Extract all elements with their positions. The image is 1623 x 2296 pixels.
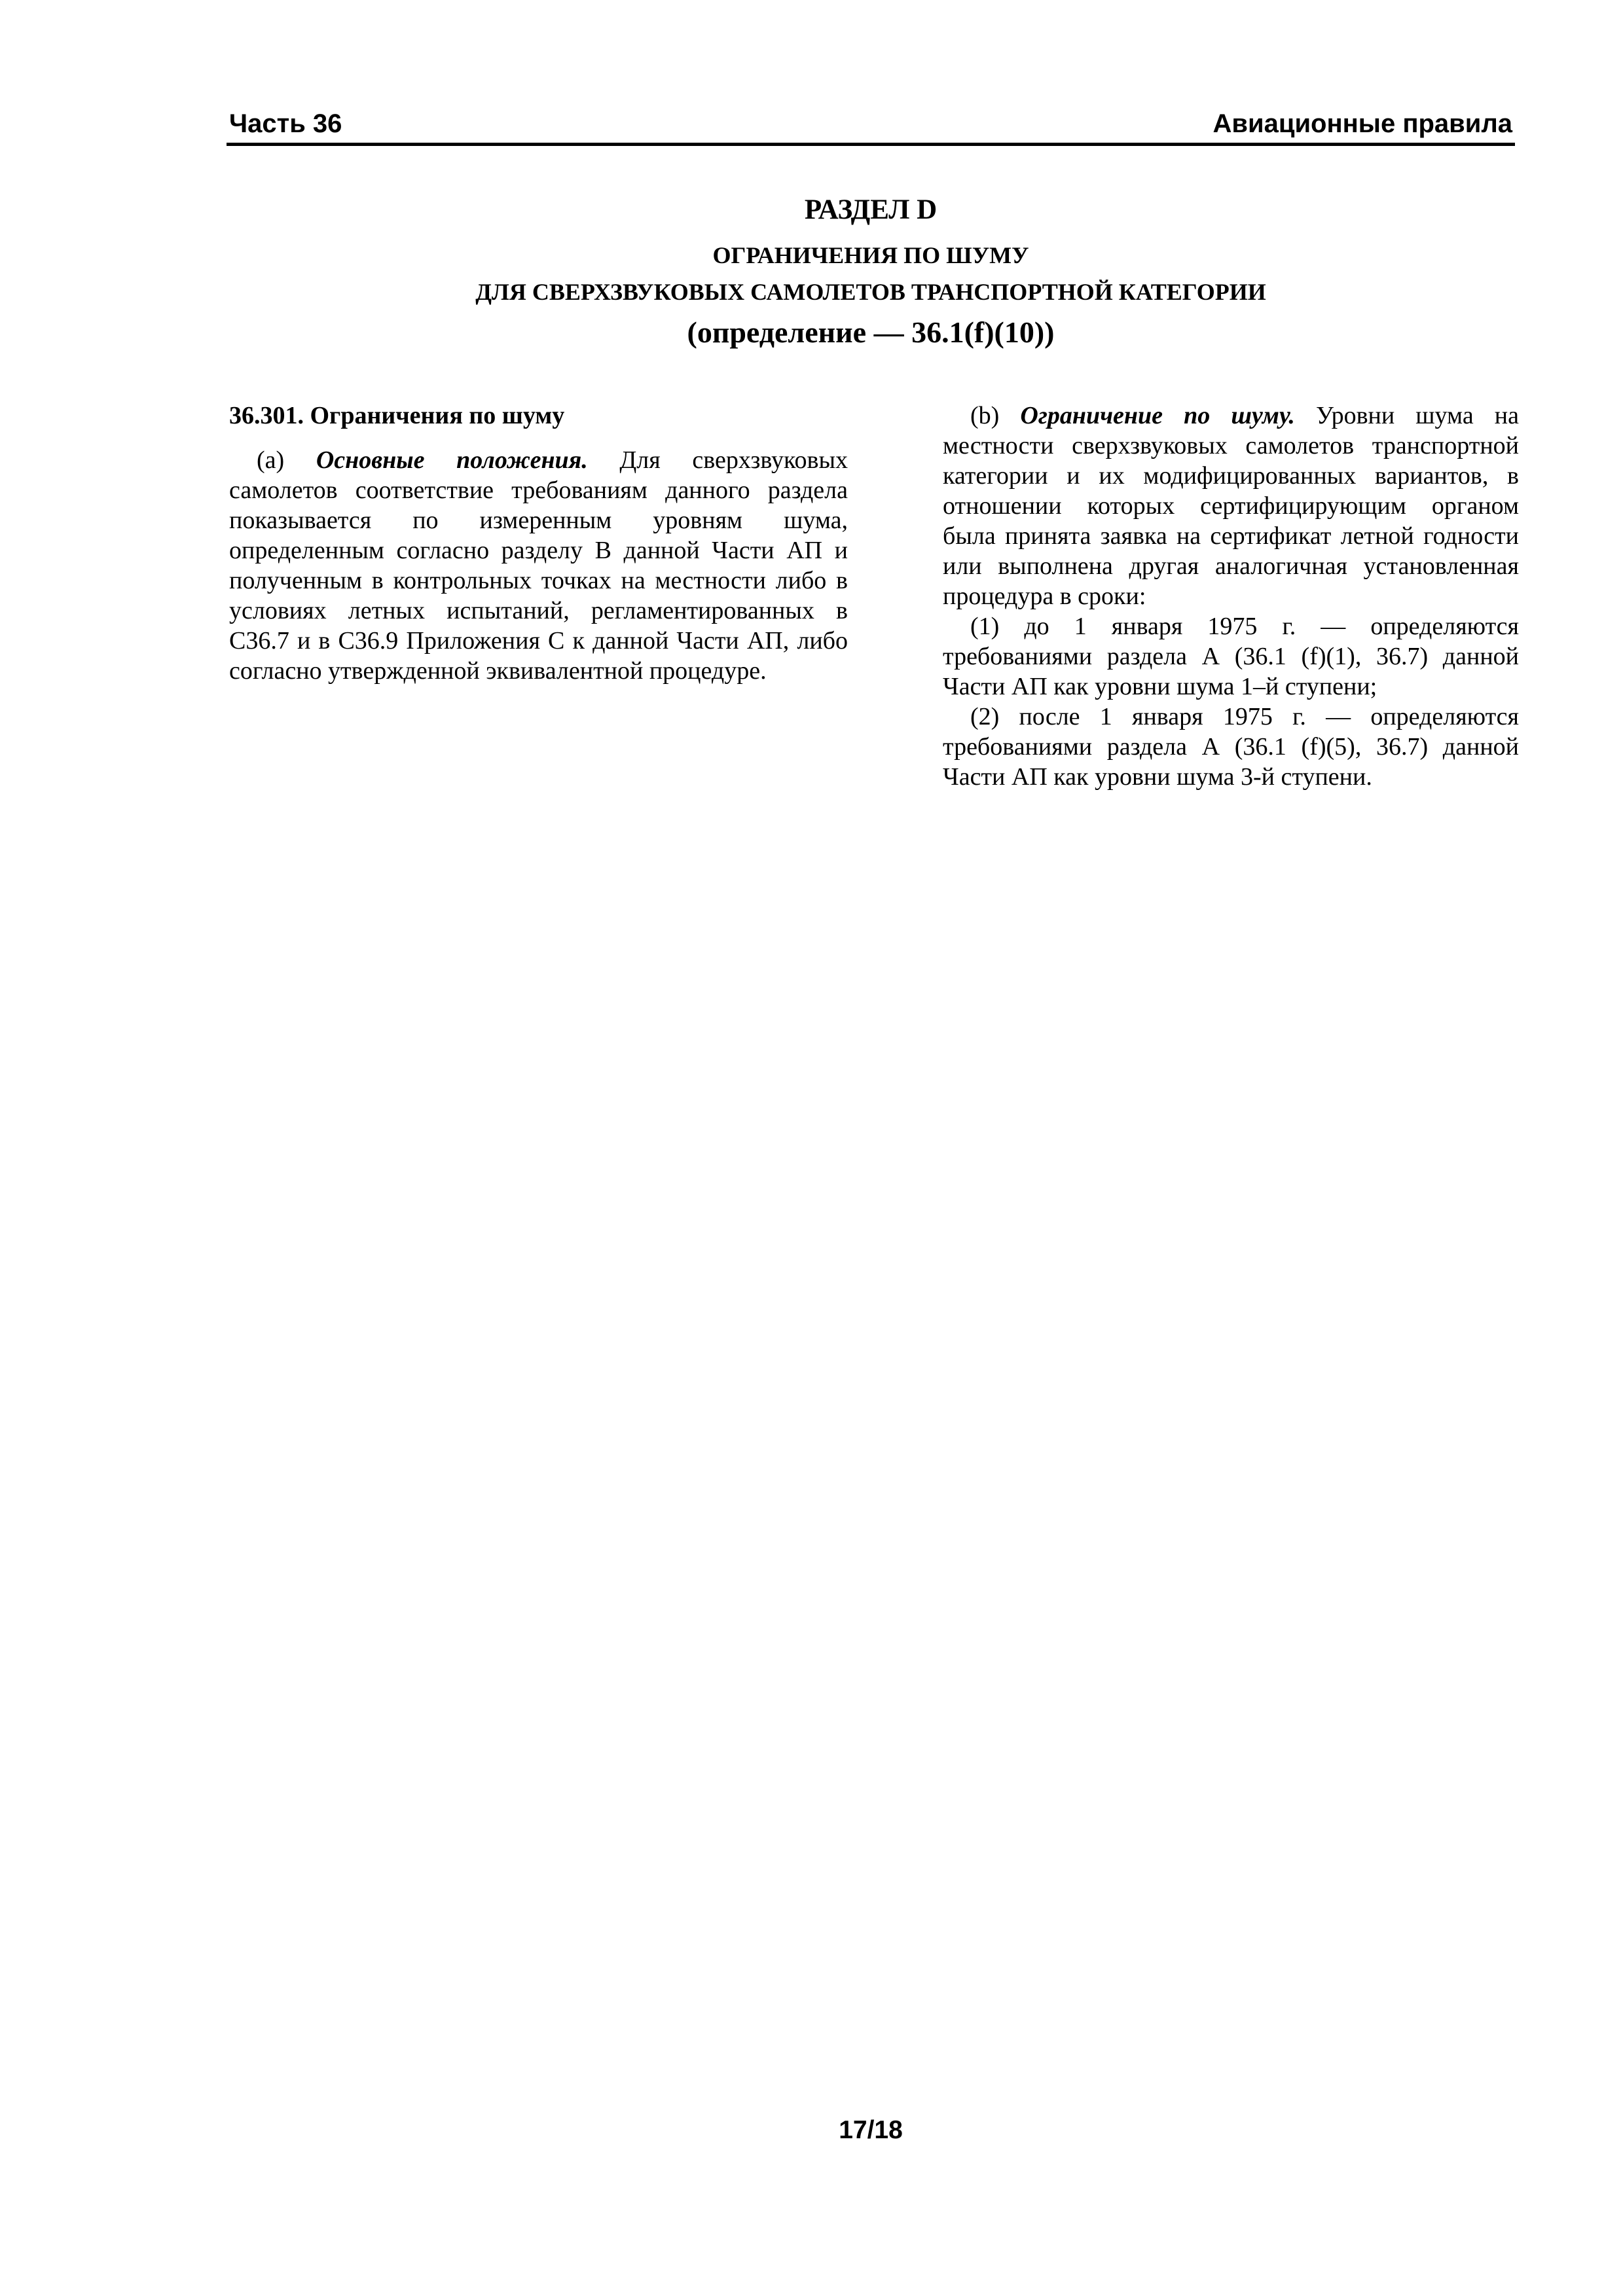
paragraph-b-text: Уровни шума на местности сверхзвуковых самолетов транспортной категории и их модифицированных вариантов, в отношении которых сертифицирующим органом была принята заявка на сертификат летной годности или выполнена другая аналогичная установленная процедура в сроки: <box>943 402 1519 610</box>
paragraph-a-text: Для сверхзвуковых самолетов соответствие требованиям данного раздела показывается по измеренным уровням шума, определенным согласно разделу В данной Части АП и полученным в контрольных точках на местности либо в условиях летных испытаний, регламентированных в С36.7 и в С36.9 Приложения С к данной Части АП, либо согласно утвержденной эквивалентной процедуре. <box>229 446 848 685</box>
clause-title: 36.301. Ограничения по шуму <box>229 402 565 429</box>
paragraph-a-heading: Основные положения. <box>316 446 588 474</box>
section-title-block <box>229 188 1512 353</box>
section-label: РАЗДЕЛ D <box>804 194 938 225</box>
section-title-line-1: ОГРАНИЧЕНИЯ ПО ШУМУ <box>712 242 1029 268</box>
paragraph-a <box>229 445 848 686</box>
left-column <box>229 401 848 686</box>
header-document-title: Авиационные правила <box>1213 109 1512 138</box>
paragraph-b-marker: (b) <box>970 402 1021 429</box>
page-number: 17/18 <box>839 2116 903 2144</box>
paragraph-b-heading: Ограничение по шуму. <box>1020 402 1295 429</box>
paragraph-b <box>943 401 1519 611</box>
running-header <box>229 103 1512 144</box>
right-column <box>943 401 1519 792</box>
header-rule <box>227 143 1515 146</box>
section-definition: (определение — 36.1(f)(10)) <box>687 315 1055 349</box>
paragraph-b-item-2: (2) после 1 января 1975 г. — определяются требованиями раздела А (36.1 (f)(5), 36.7) данной Части АП как уровни шума 3-й ступени. <box>943 703 1519 791</box>
paragraph-b-item-1: (1) до 1 января 1975 г. — определяются требованиями раздела А (36.1 (f)(1), 36.7) данной Части АП как уровни шума 1–й ступени; <box>943 613 1519 700</box>
section-title-line-2: ДЛЯ СВЕРХЗВУКОВЫХ САМОЛЕТОВ ТРАНСПОРТНОЙ КАТЕГОРИИ <box>475 279 1266 305</box>
header-part-label: Часть 36 <box>229 109 342 138</box>
paragraph-a-marker: (a) <box>257 446 316 474</box>
